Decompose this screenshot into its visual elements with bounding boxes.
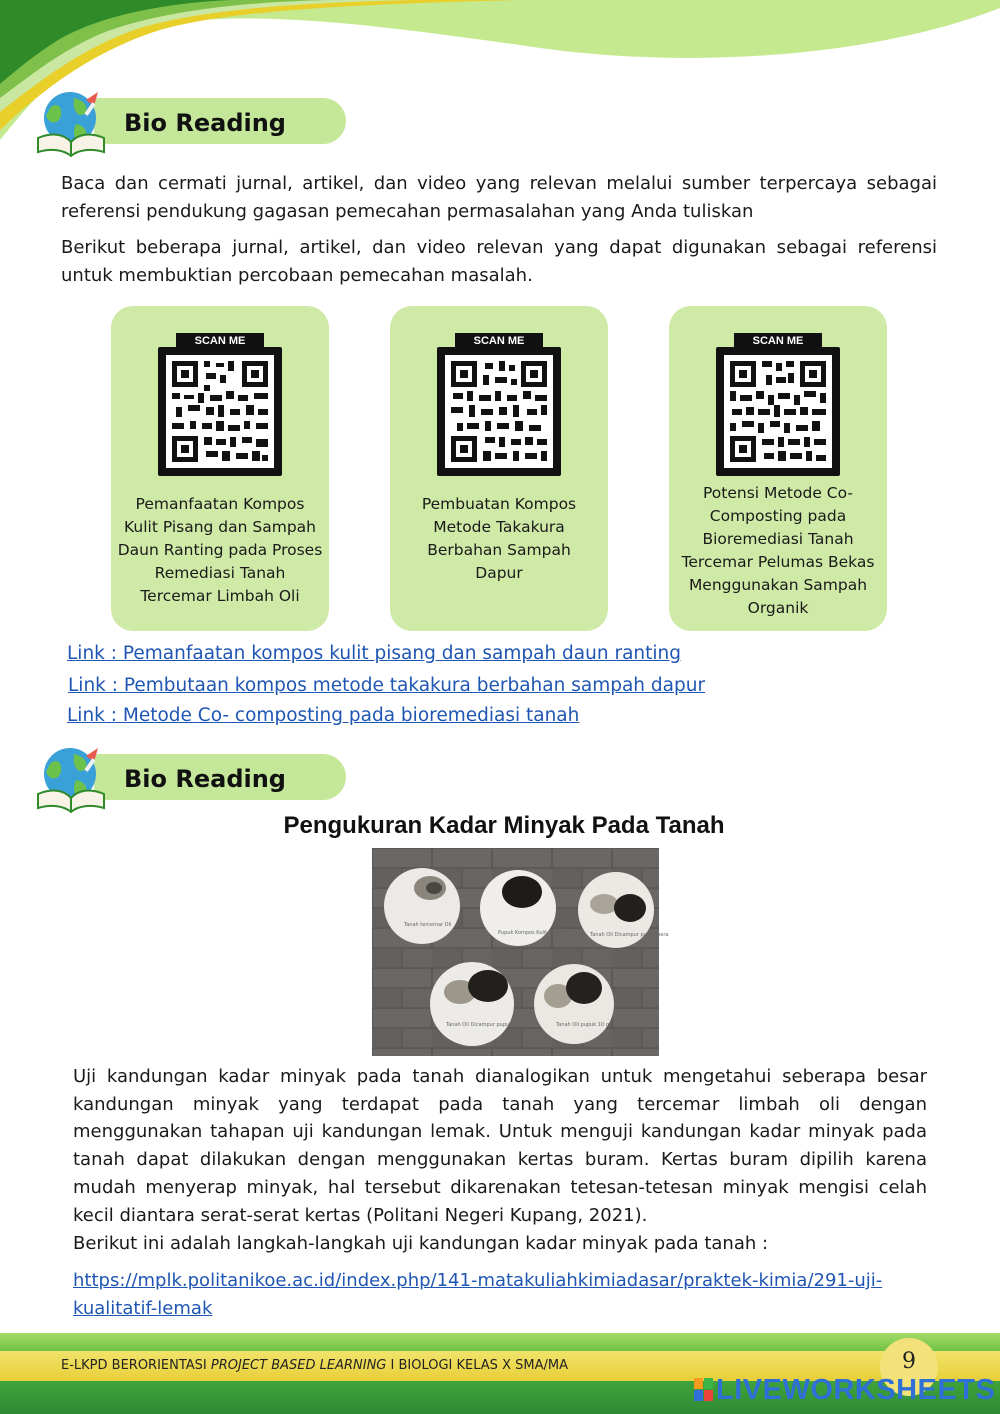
page-number: 9 (902, 1349, 916, 1374)
footer-text (61, 1358, 568, 1373)
sample-label: Pupuk Kompos Kulit Pisang (498, 930, 566, 936)
section-title: Pengukuran Kadar Minyak Pada Tanah (283, 812, 725, 839)
link-co-composting[interactable]: Link : Metode Co- composting pada bioremediasi tanah (67, 705, 580, 726)
liveworksheets-logo-icon (694, 1378, 714, 1402)
qr-code-icon[interactable] (716, 333, 840, 476)
reference-card-3[interactable] (669, 306, 887, 631)
reference-card-1[interactable] (111, 306, 329, 631)
globe-book-icon (34, 90, 108, 158)
header-title: Bio Reading (124, 765, 286, 793)
sample-label: Tanah tercemar Oli (404, 922, 452, 928)
qr-code-icon[interactable] (158, 333, 282, 476)
card-caption: Potensi Metode Co-Composting pada Bioremediasi Tanah Tercemar Pelumas Bekas Menggunakan Sampah Organik (681, 484, 875, 617)
footer-italic: PROJECT BASED LEARNING (210, 1358, 387, 1373)
intro-paragraph-2: Berikut beberapa jurnal, artikel, dan video relevan yang dapat digunakan sebagai referensi untuk membuktian percobaan pemecahan masalah. (61, 237, 937, 286)
body-paragraph: Uji kandungan kadar minyak pada tanah dianalogikan untuk mengetahui seberapa besar kandungan minyak yang terdapat pada tanah yang tercemar limbah oli dengan menggunakan tahapan uji kandungan lemak. Untuk menguji kandungan kadar minyak pada tanah dapat dilakukan dengan menggunakan kertas buram. Kertas buram dipilih karena mudah menyerap minyak, hal tersebut dikarenakan tetesan-tetesan minyak mengisi celah kecil diantara serat-serat kertas (Politani Negeri Kupang, 2021). (73, 1066, 927, 1226)
reference-card-2[interactable] (390, 306, 608, 631)
footer-suffix: I BIOLOGI KELAS X SMA/MA (386, 1358, 568, 1373)
sample-label: Tanah Oli Dicampur pupuk sera (590, 932, 669, 938)
scan-me-label: SCAN ME (473, 335, 525, 347)
link-kompos-takakura[interactable]: Link : Pembutaan kompos metode takakura berbahan sampah dapur (68, 675, 706, 696)
card-caption: Pemanfaatan Kompos Kulit Pisang dan Sampah Daun Ranting pada Proses Remediasi Tanah Tercemar Limbah Oli (117, 495, 323, 605)
bio-reading-header-1 (34, 90, 334, 152)
link-pemanfaatan-kompos[interactable]: Link : Pemanfaatan kompos kulit pisang dan sampah daun ranting (67, 643, 681, 664)
scan-me-label: SCAN ME (752, 335, 804, 347)
card-caption: Pembuatan Kompos Metode Takakura Berbahan Sampah Dapur (421, 495, 577, 582)
sample-label: Tanah Oli Dicampur pupuk 20 g (446, 1022, 525, 1028)
header-title: Bio Reading (124, 109, 286, 137)
footer-band-green (0, 1333, 1000, 1351)
globe-book-icon (34, 746, 108, 814)
liveworksheets-watermark[interactable]: LIVEWORKSHEETS (716, 1374, 996, 1406)
bio-reading-header-2 (34, 746, 334, 808)
sample-label: Tanah Oli pupuk 10 g (556, 1022, 609, 1028)
scan-me-label: SCAN ME (194, 335, 246, 347)
intro-paragraph-1: Baca dan cermati jurnal, artikel, dan video yang relevan melalui sumber terpercaya sebagai referensi pendukung gagasan pemecahan permasalahan yang Anda tuliskan (61, 173, 937, 222)
qr-code-icon[interactable] (437, 333, 561, 476)
steps-intro: Berikut ini adalah langkah-langkah uji kandungan kadar minyak pada tanah : (73, 1233, 769, 1254)
reference-url-link[interactable]: https://mplk.politanikoe.ac.id/index.php/141-matakuliahkimiadasar/praktek-kimia/291-uji-kualitatif-lemak (73, 1270, 883, 1319)
footer-prefix: E-LKPD BERORIENTASI (61, 1358, 211, 1373)
soil-samples-photo (372, 848, 669, 1056)
